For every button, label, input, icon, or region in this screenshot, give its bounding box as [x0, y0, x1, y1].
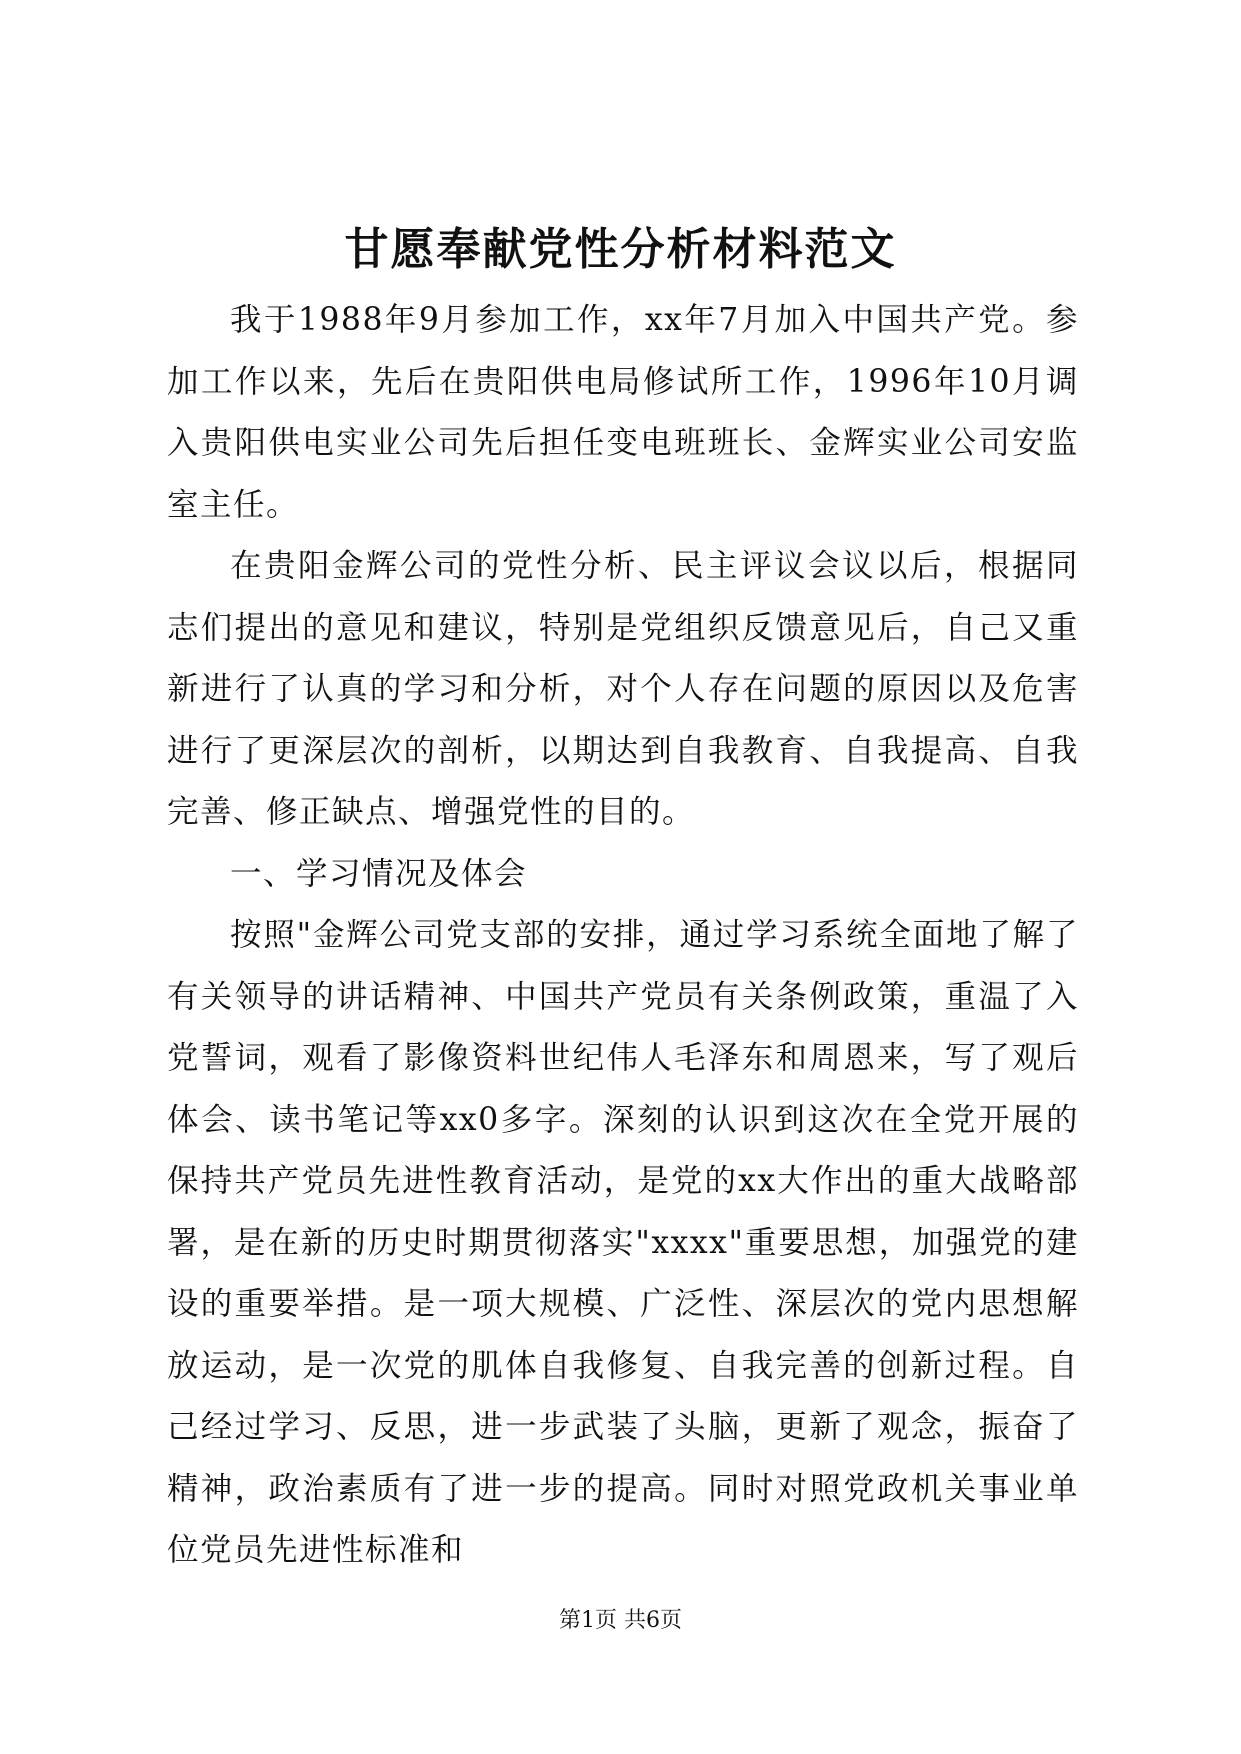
section-heading-study: 一、学习情况及体会 [230, 855, 528, 892]
page-footer: 第1页 共6页 [559, 1608, 682, 1633]
paragraph-intro: 我于1988年9月参加工作，xx年7月加入中国共产党。参加工作以来，先后在贵阳供电局修试所工作，1996年10月调入贵阳供电实业公司先后担任变电班班长、金辉实业公司安监室主任。 [167, 302, 1079, 523]
paragraph-study: 按照"金辉公司党支部的安排，通过学习系统全面地了解了有关领导的讲话精神、中国共产党员有关条例政策，重温了入党誓词，观看了影像资料世纪伟人毛泽东和周恩来，写了观后体会、读书笔记等xx0多字。深刻的认识到这次在全党开展的保持共产党员先进性教育活动，是党的xx大作出的重大战略部署，是在新的历史时期贯彻落实"xxxx"重要思想，加强党的建设的重要举措。是一项大规模、广泛性、深层次的党内思想解放运动，是一次党的肌体自我修复、自我完善的创新过程。自己经过学习、反思，进一步武装了头脑，更新了观念，振奋了精神，政治素质有了进一步的提高。同时对照党政机关事业单位党员先进性标准和 [167, 917, 1079, 1568]
paragraph-analysis: 在贵阳金辉公司的党性分析、民主评议会议以后，根据同志们提出的意见和建议，特别是党组织反馈意见后，自己又重新进行了认真的学习和分析，对个人存在问题的原因以及危害进行了更深层次的剖析，以期达到自我教育、自我提高、自我完善、修正缺点、增强党性的目的。 [167, 548, 1079, 830]
document-title: 甘愿奉献党性分析材料范文 [344, 224, 897, 275]
document-body [167, 290, 1079, 1582]
